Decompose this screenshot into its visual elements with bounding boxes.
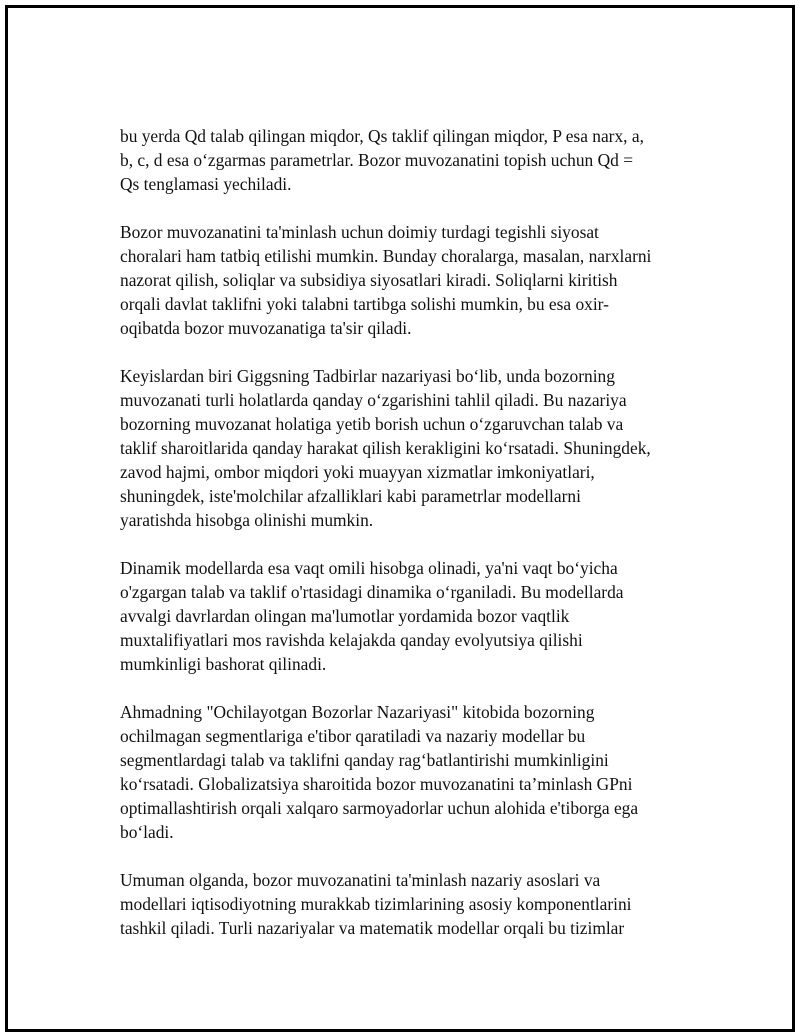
text-line: modellari iqtisodiyotning murakkab tizimlarining asosiy komponentlarini	[120, 894, 632, 914]
page-frame	[5, 5, 795, 1032]
document-body	[120, 124, 710, 964]
text-line: b, c, d esa o‘zgarmas parametrlar. Bozor muvozanatini topish uchun Qd =	[120, 150, 634, 170]
text-line: muxtalifiyatlari mos ravishda kelajakda qanday evolyutsiya qilishi	[120, 630, 583, 650]
text-line: ko‘rsatadi. Globalizatsiya sharoitida bozor muvozanatini ta’minlash GPni	[120, 774, 633, 794]
text-line: bozorning muvozanat holatiga yetib borish uchun o‘zgaruvchan talab va	[120, 414, 624, 434]
paragraph-2	[120, 220, 710, 340]
text-line: shuningdek, iste'molchilar afzalliklari kabi parametrlar modellarni	[120, 486, 581, 506]
paragraph-3	[120, 364, 710, 532]
text-line: zavod hajmi, ombor miqdori yoki muayyan xizmatlar imkoniyatlari,	[120, 462, 595, 482]
text-line: segmentlardagi talab va taklifni qanday rag‘batlantirishi mumkinligini	[120, 750, 609, 770]
paragraph-6	[120, 868, 710, 940]
text-line: Bozor muvozanatini ta'minlash uchun doimiy turdagi tegishli siyosat	[120, 222, 599, 242]
text-line: taklif sharoitlarida qanday harakat qilish kerakligini ko‘rsatadi. Shuningdek,	[120, 438, 651, 458]
text-line: ochilmagan segmentlariga e'tibor qaratiladi va nazariy modellar bu	[120, 726, 586, 746]
text-line: avvalgi davrlardan olingan ma'lumotlar yordamida bozor vaqtlik	[120, 606, 570, 626]
text-line: bo‘ladi.	[120, 822, 174, 842]
text-line: optimallashtirish orqali xalqaro sarmoyadorlar uchun alohida e'tiborga ega	[120, 798, 639, 818]
text-line: Keyislardan biri Giggsning Tadbirlar nazariyasi bo‘lib, unda bozorning	[120, 366, 615, 386]
paragraph-4	[120, 556, 710, 676]
text-line: choralari ham tatbiq etilishi mumkin. Bunday choralarga, masalan, narxlarni	[120, 246, 652, 266]
text-line: Qs tenglamasi yechiladi.	[120, 174, 292, 194]
text-line: muvozanati turli holatlarda qanday o‘zgarishini tahlil qiladi. Bu nazariya	[120, 390, 627, 410]
text-line: bu yerda Qd talab qilingan miqdor, Qs taklif qilingan miqdor, P esa narx, a,	[120, 126, 644, 146]
paragraph-1	[120, 124, 710, 196]
text-line: nazorat qilish, soliqlar va subsidiya siyosatlari kiradi. Soliqlarni kiritish	[120, 270, 618, 290]
text-line: Umuman olganda, bozor muvozanatini ta'minlash nazariy asoslari va	[120, 870, 601, 890]
text-line: o'zgargan talab va taklif o'rtasidagi dinamika o‘rganiladi. Bu modellarda	[120, 582, 624, 602]
text-line: mumkinligi bashorat qilinadi.	[120, 654, 327, 674]
text-line: oqibatda bozor muvozanatiga ta'sir qiladi.	[120, 318, 412, 338]
text-line: tashkil qiladi. Turli nazariyalar va matematik modellar orqali bu tizimlar	[120, 918, 625, 938]
text-line: Dinamik modellarda esa vaqt omili hisobga olinadi, ya'ni vaqt bo‘yicha	[120, 558, 618, 578]
text-line: orqali davlat taklifni yoki talabni tartibga solishi mumkin, bu esa oxir-	[120, 294, 609, 314]
paragraph-5	[120, 700, 710, 844]
text-line: yaratishda hisobga olinishi mumkin.	[120, 510, 374, 530]
text-line: Ahmadning "Ochilayotgan Bozorlar Nazariyasi" kitobida bozorning	[120, 702, 595, 722]
